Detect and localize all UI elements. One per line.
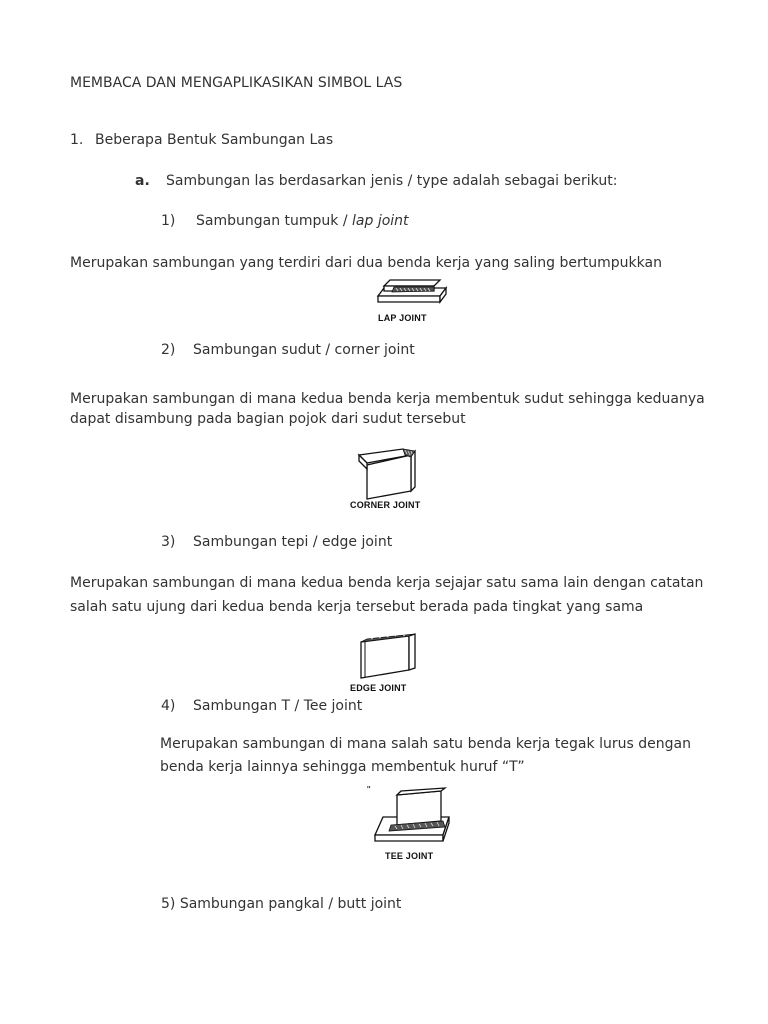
joint-1-heading-em: lap joint <box>352 213 409 229</box>
section-number: 1. <box>70 132 84 148</box>
joint-1-number: 1) <box>161 213 176 229</box>
edge-joint-caption: EDGE JOINT <box>350 683 407 693</box>
joint-4-description: Merupakan sambungan di mana salah satu benda kerja tegak lurus dengan benda kerja lainnya sehingga membentuk huruf “T” <box>160 736 691 775</box>
tee-joint-mark: " <box>367 785 371 796</box>
joint-3-number: 3) <box>161 534 176 550</box>
joint-2-description-line-2: dapat disambung pada bagian pojok dari sudut tersebut <box>70 411 466 427</box>
lap-joint-caption: LAP JOINT <box>378 313 427 323</box>
page-title: MEMBACA DAN MENGAPLIKASIKAN SIMBOL LAS <box>70 75 403 91</box>
joint-4-heading: Sambungan T / Tee joint <box>193 698 363 714</box>
joint-1-description: Merupakan sambungan yang terdiri dari dua benda kerja yang saling bertumpukkan <box>70 255 662 271</box>
item-a-text: Sambungan las berdasarkan jenis / type adalah sebagai berikut: <box>166 173 618 189</box>
list-marker-a: a. <box>135 173 150 189</box>
joint-2-heading: Sambungan sudut / corner joint <box>193 342 415 358</box>
joint-2-description-line-1: Merupakan sambungan di mana kedua benda kerja membentuk sudut sehingga keduanya <box>70 391 705 407</box>
joint-1-heading: Sambungan tumpuk / lap joint <box>196 213 409 229</box>
corner-joint-caption: CORNER JOINT <box>350 500 421 510</box>
joint-3-description-line-1: Merupakan sambungan di mana kedua benda kerja sejajar satu sama lain dengan catatan <box>70 575 704 591</box>
tee-joint-caption: TEE JOINT <box>385 851 434 861</box>
section-heading: Beberapa Bentuk Sambungan Las <box>95 132 334 148</box>
joint-2-number: 2) <box>161 342 176 358</box>
joint-4-number: 4) <box>161 698 176 714</box>
corner-joint-figure <box>345 443 425 513</box>
joint-3-heading: Sambungan tepi / edge joint <box>193 534 393 550</box>
lap-joint-figure <box>370 274 452 326</box>
joint-3-description-line-2: salah satu ujung dari kedua benda kerja tersebut berada pada tingkat yang sama <box>70 599 644 615</box>
joint-5-heading: 5) Sambungan pangkal / butt joint <box>161 896 402 912</box>
edge-joint-figure <box>345 630 425 696</box>
tee-joint-figure <box>363 783 463 863</box>
